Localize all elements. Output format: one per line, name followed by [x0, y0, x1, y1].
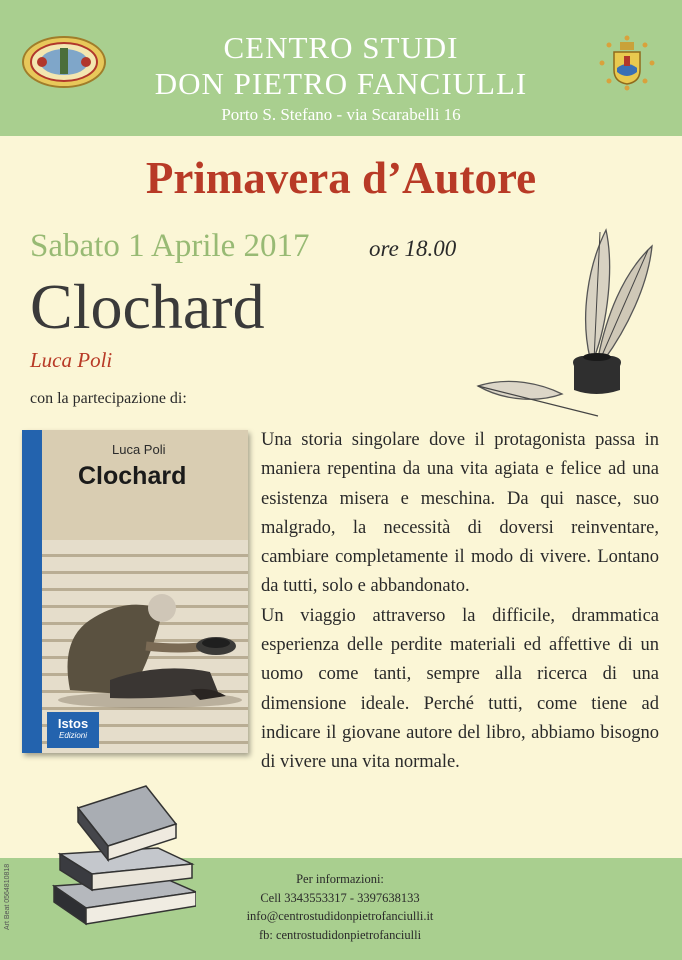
cover-stripe [22, 430, 42, 753]
phone-numbers: Cell 3343553317 - 3397638133 [260, 890, 420, 905]
event-title: Primavera d’Autore [145, 153, 537, 203]
beggar-figure-illustration [50, 550, 248, 710]
facebook-handle: fb: centrostudidonpietrofanciulli [258, 927, 422, 942]
cover-author: Luca Poli [112, 442, 166, 457]
event-time: ore 18.00 [369, 236, 457, 261]
quill-and-inkwell-icon [470, 226, 670, 426]
book-stack-icon [46, 778, 196, 928]
publisher-sub: Edizioni [58, 731, 87, 740]
event-date: Sabato 1 Aprile 2017 [30, 228, 310, 264]
header-title-line1: CENTRO STUDI [223, 30, 459, 65]
printer-credit: Art Beat 0564810818 [4, 863, 11, 930]
publisher-badge [47, 712, 99, 748]
book-author: Luca Poli [30, 348, 113, 372]
publisher-name: Istos [57, 716, 89, 731]
header-address: Porto S. Stefano - via Scarabelli 16 [221, 105, 461, 124]
municipal-crest-icon [598, 34, 656, 92]
book-description [261, 426, 659, 778]
book-title: Clochard [30, 271, 265, 342]
contact-info [190, 870, 490, 944]
info-label: Per informazioni: [296, 872, 384, 886]
description-paragraph-1: Una storia singolare dove il protagonista passa in maniera repentina da una vita agiata e felice ad una esistenza misera e meschina. Da qui nasce, suo malgrado, la necessità di doversi reinventare, cambiare completamente il modo di vivere. Lontano da tutti, solo e abbandonato. [261, 430, 659, 597]
header-title-line2: DON PIETRO FANCIULLI [154, 66, 528, 101]
cover-title: Clochard [78, 462, 187, 490]
description-paragraph-2: Un viaggio attraverso la difficile, drammatica esperienza delle perdite materiali ed affettive di un uomo come tanti, sempre alla ricerca di una dimensione ideale. Perché tutti, come tiene ad indicare il giovane autore del libro, abbiamo bisogno di vivere una vita normale. [261, 605, 659, 773]
participation-label: con la partecipazione di: [30, 390, 187, 407]
book-cover [22, 430, 248, 753]
email-address: info@centrostudidonpietrofanciulli.it [246, 909, 434, 923]
